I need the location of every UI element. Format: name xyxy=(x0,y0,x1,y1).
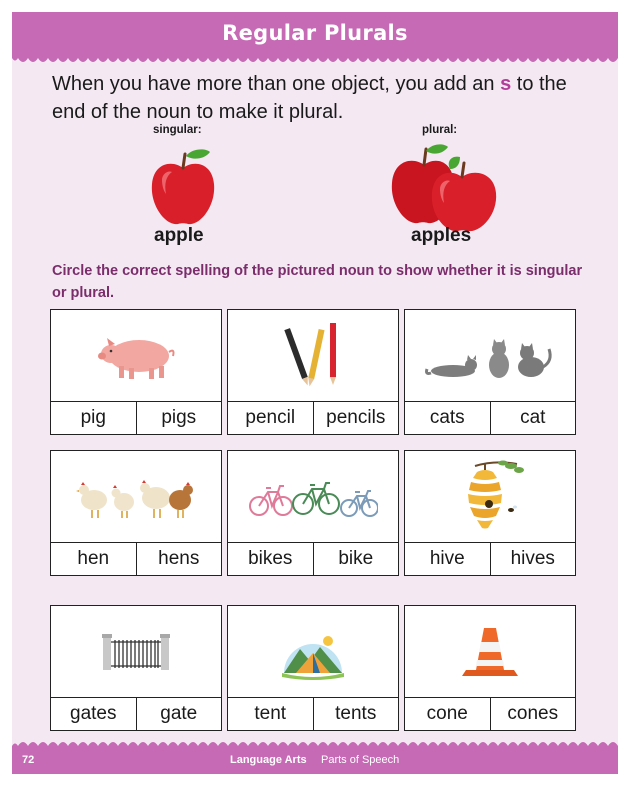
cats-icon xyxy=(425,331,555,381)
option-word[interactable]: tent xyxy=(228,698,314,730)
option-word[interactable]: pencils xyxy=(326,407,386,428)
option-word[interactable]: pigs xyxy=(161,407,197,428)
tent-icon xyxy=(280,623,346,681)
footer-subject: Language Arts xyxy=(230,754,307,766)
noun-card-hive xyxy=(404,450,576,576)
noun-card-cone xyxy=(404,605,576,731)
intro-text xyxy=(52,70,602,126)
cone-icon xyxy=(460,622,520,682)
footer-bar xyxy=(12,748,618,774)
option-word[interactable]: pig xyxy=(51,402,137,434)
option-word[interactable]: hive xyxy=(405,543,491,575)
singular-word: apple xyxy=(154,225,204,246)
page-title: Regular Plurals xyxy=(222,21,408,45)
option-word[interactable]: pencil xyxy=(228,402,314,434)
noun-card-gate xyxy=(50,605,222,731)
option-word[interactable]: hen xyxy=(51,543,137,575)
intro-text-before: When you have more than one object, you add an xyxy=(52,73,501,95)
footer-topic: Parts of Speech xyxy=(321,754,400,766)
option-word[interactable]: cats xyxy=(405,402,491,434)
footer-page-number: 72 xyxy=(22,754,35,766)
option-word[interactable]: hens xyxy=(158,548,200,569)
noun-card-cat xyxy=(404,309,576,435)
noun-card-pencil xyxy=(227,309,399,435)
gate-icon xyxy=(101,632,171,672)
title-banner xyxy=(12,12,618,54)
intro-text-after: to the end of the noun to make it plural. xyxy=(52,73,567,123)
intro-accent-letter: s xyxy=(500,73,512,95)
plural-word: apples xyxy=(411,225,472,246)
apples-icon xyxy=(390,139,502,235)
option-word[interactable]: gates xyxy=(51,698,137,730)
pencils-icon xyxy=(278,321,348,391)
singular-label: singular: xyxy=(153,124,202,136)
option-word[interactable]: cone xyxy=(405,698,491,730)
plural-label: plural: xyxy=(422,124,458,136)
pig-icon xyxy=(91,326,181,386)
noun-card-bike xyxy=(227,450,399,576)
option-word[interactable]: bike xyxy=(338,548,374,569)
option-word[interactable]: cones xyxy=(507,703,559,724)
hive-icon xyxy=(455,460,525,534)
apple-icon xyxy=(148,146,218,230)
bikes-icon xyxy=(248,472,378,522)
noun-card-tent xyxy=(227,605,399,731)
scallop-border-top xyxy=(12,54,618,66)
noun-card-pig xyxy=(50,309,222,435)
noun-card-hen xyxy=(50,450,222,576)
worksheet-sheet xyxy=(12,12,618,774)
option-word[interactable]: gate xyxy=(160,703,198,724)
option-word[interactable]: hives xyxy=(510,548,555,569)
option-word[interactable]: cat xyxy=(520,407,546,428)
hens-icon xyxy=(76,472,196,522)
option-word[interactable]: bikes xyxy=(228,543,314,575)
instruction-text: Circle the correct spelling of the pictured noun to show whether it is singular or plural. xyxy=(52,263,583,301)
option-word[interactable]: tents xyxy=(335,703,377,724)
